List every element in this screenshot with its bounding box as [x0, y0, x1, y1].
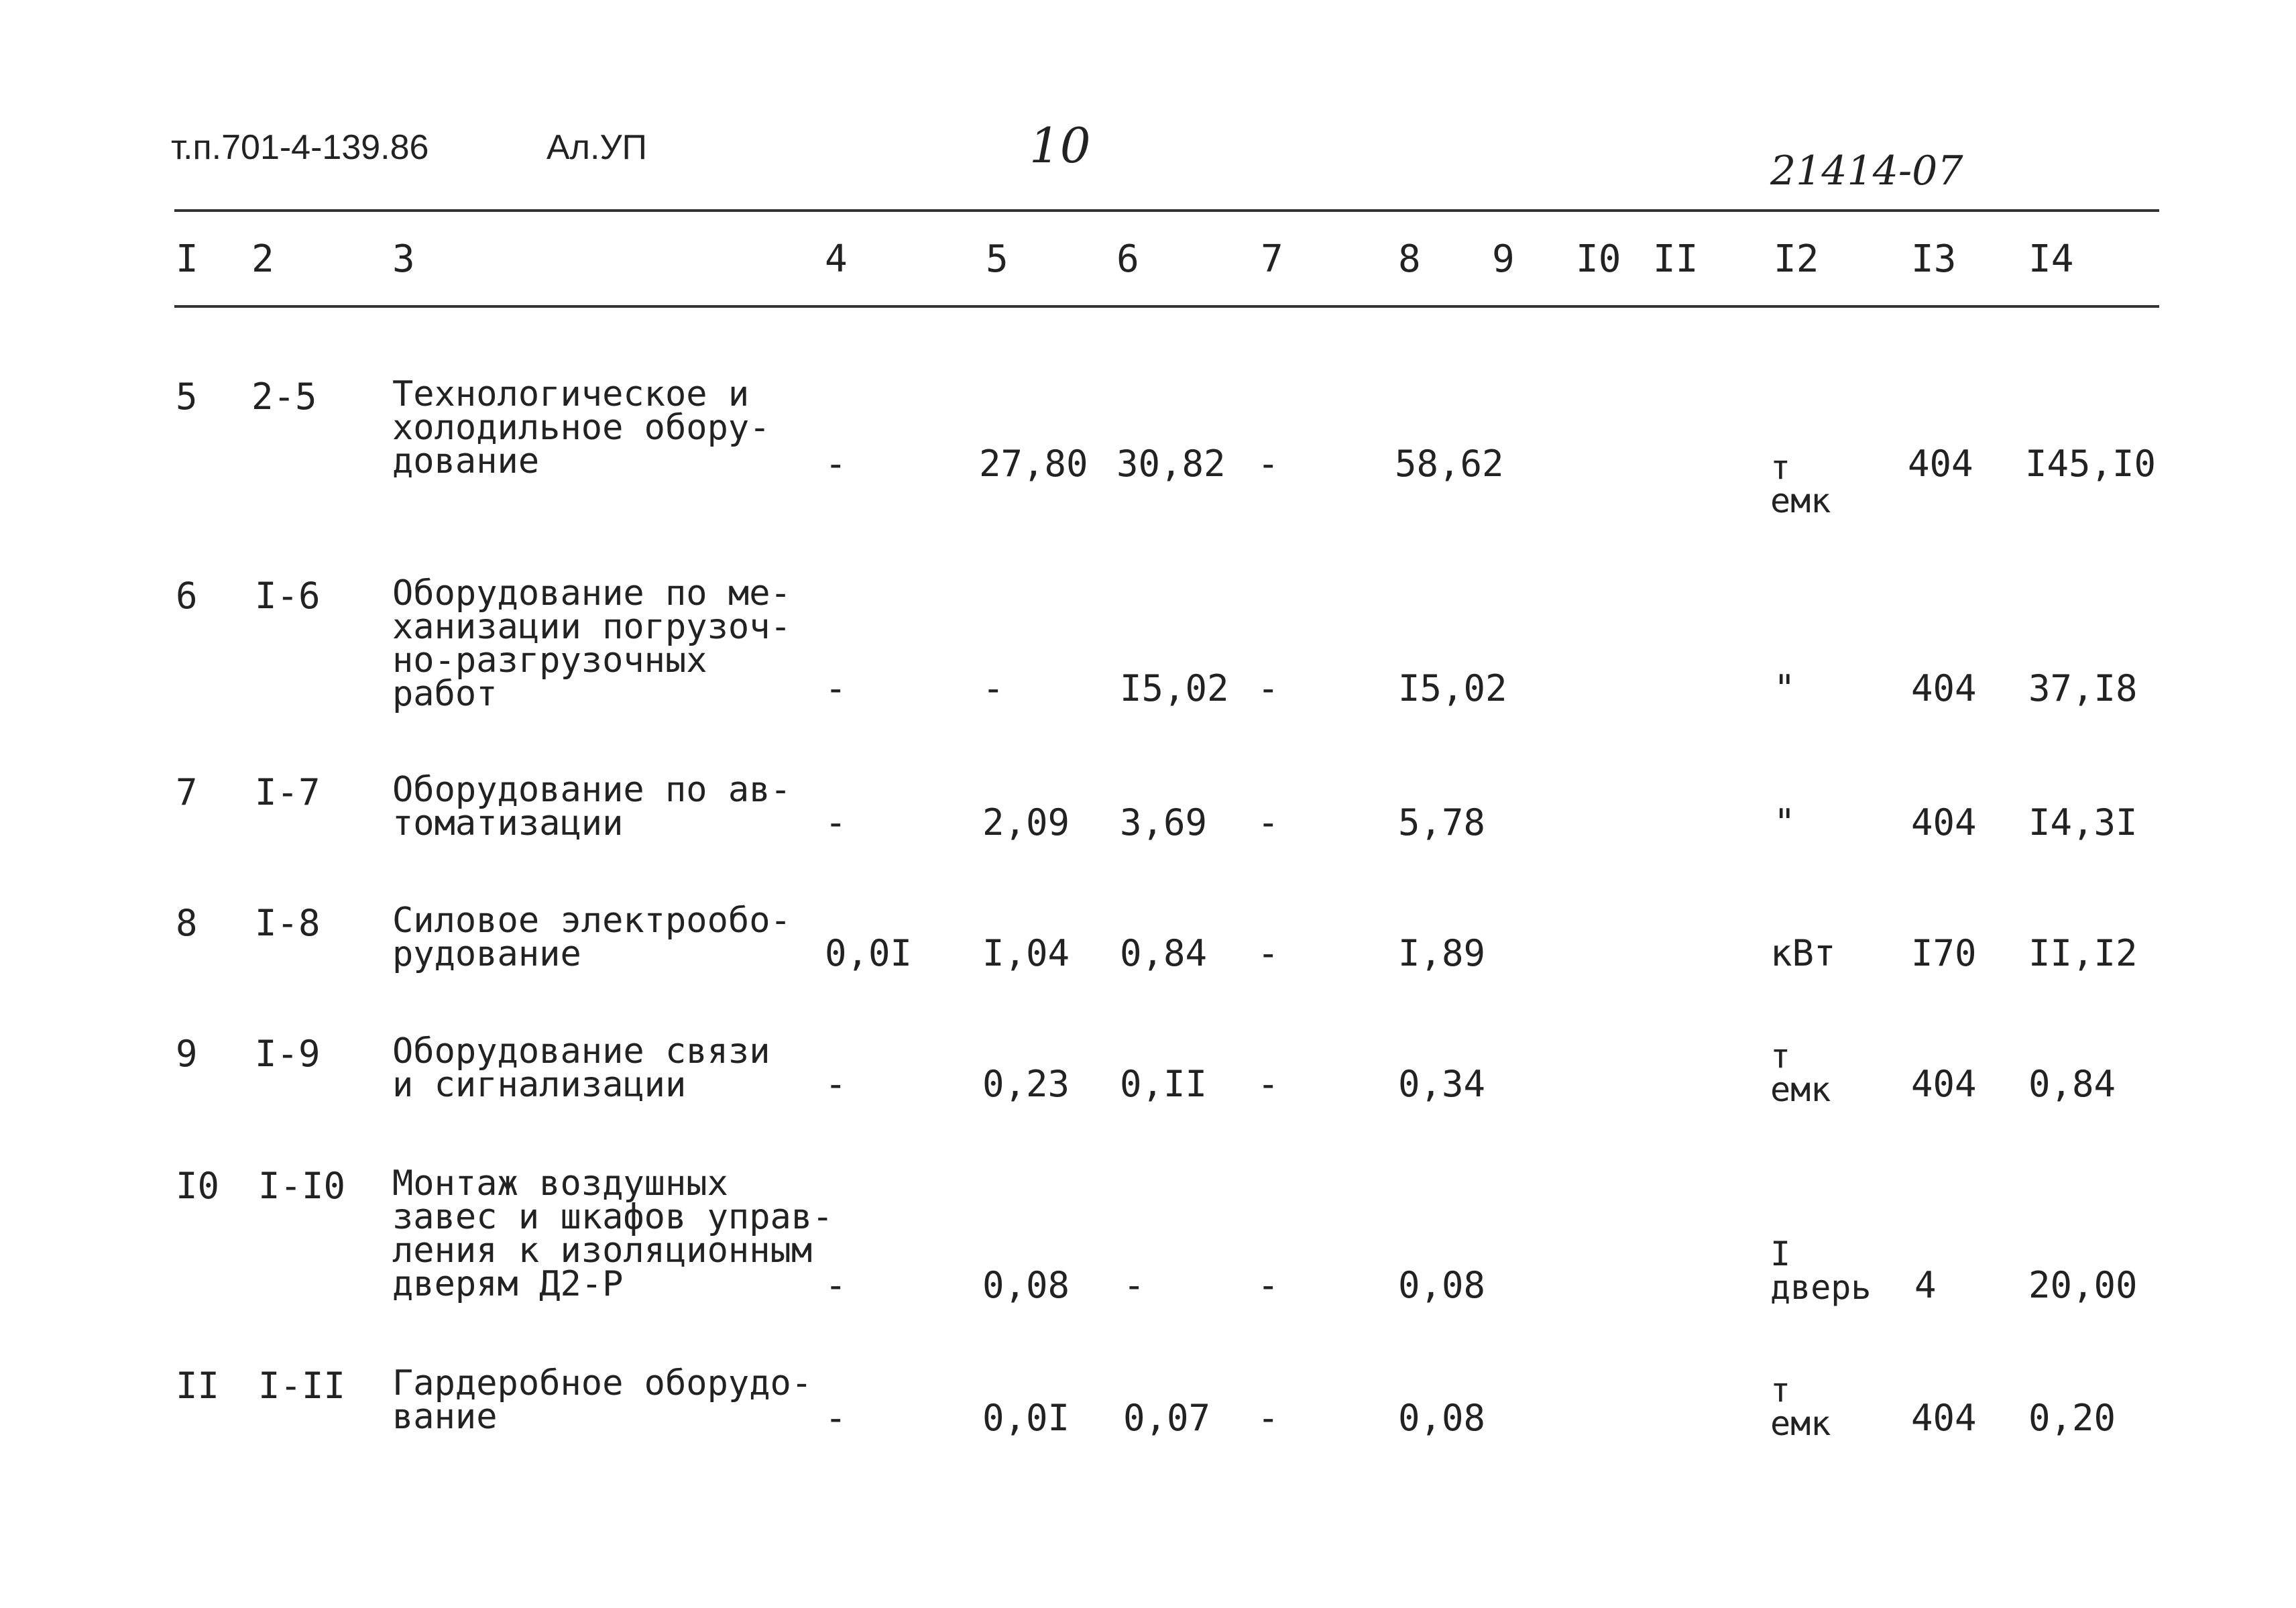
column-number: 9 — [1492, 237, 1515, 281]
cell-col6: 0,84 — [1120, 932, 1208, 974]
row-description: Оборудование по ме- ханизации погрузоч- но-разгрузочных работ — [392, 573, 791, 714]
stamp-number: 21414-07 — [1770, 148, 1963, 194]
row-number: II — [176, 1365, 220, 1407]
cell-col8: 0,34 — [1398, 1063, 1486, 1105]
cell-col8: 0,08 — [1398, 1397, 1486, 1439]
cell-col6: 30,82 — [1116, 443, 1226, 485]
row-description: Гардеробное оборудо- вание — [392, 1363, 813, 1437]
cell-col14: I4,3I — [2028, 801, 2138, 844]
album-number: Ал.УП — [547, 128, 647, 167]
column-number: I3 — [1911, 237, 1957, 281]
cell-col7: - — [1257, 443, 1279, 485]
cell-col5: - — [982, 667, 1005, 709]
cell-col7: - — [1257, 1264, 1279, 1306]
cell-col7: - — [1257, 1397, 1279, 1439]
cell-col14: I45,I0 — [2025, 443, 2157, 485]
cell-col6: - — [1123, 1264, 1145, 1306]
cell-col4: - — [825, 801, 847, 844]
column-number: 8 — [1398, 237, 1421, 281]
column-number: 3 — [392, 237, 415, 281]
page-number: 10 — [1029, 117, 1091, 174]
cell-col6: 3,69 — [1120, 801, 1208, 844]
cell-col7: - — [1257, 932, 1279, 974]
column-number: I0 — [1576, 237, 1621, 281]
row-number: 5 — [176, 376, 198, 418]
row-code: I-I0 — [258, 1165, 346, 1207]
cell-col13: 404 — [1911, 1397, 1977, 1439]
cell-col13: I70 — [1911, 932, 1977, 974]
cell-col8: 5,78 — [1398, 801, 1486, 844]
cell-col13: 404 — [1911, 667, 1977, 709]
header-bottom-rule — [174, 305, 2159, 308]
column-number: 4 — [825, 237, 848, 281]
column-number: 5 — [986, 237, 1009, 281]
row-code: I-6 — [255, 575, 321, 617]
cell-col14: 0,20 — [2028, 1397, 2116, 1439]
column-number: 7 — [1261, 237, 1283, 281]
column-number: 6 — [1116, 237, 1139, 281]
row-number: 9 — [176, 1033, 198, 1075]
row-code: 2-5 — [251, 376, 317, 418]
cell-col8: 58,62 — [1395, 443, 1504, 485]
cell-col8: I5,02 — [1398, 667, 1507, 709]
row-description: Силовое электрообо- рудование — [392, 901, 791, 974]
row-number: 7 — [176, 771, 198, 813]
row-code: I-9 — [255, 1033, 321, 1075]
cell-col4: - — [825, 1397, 847, 1439]
row-code: I-II — [258, 1365, 346, 1407]
cell-col7: - — [1257, 801, 1279, 844]
cell-col7: - — [1257, 667, 1279, 709]
row-code: I-8 — [255, 902, 321, 944]
cell-unit: т емк — [1770, 1371, 1831, 1443]
row-description: Технологическое и холодильное обору- дование — [392, 374, 770, 481]
cell-col7: - — [1257, 1063, 1279, 1105]
row-code: I-7 — [255, 771, 321, 813]
column-number: II — [1653, 237, 1699, 281]
cell-col14: 37,I8 — [2028, 667, 2138, 709]
cell-col6: I5,02 — [1120, 667, 1229, 709]
cell-col8: I,89 — [1398, 932, 1486, 974]
column-number: I2 — [1774, 237, 1819, 281]
cell-unit: I дверь — [1770, 1234, 1872, 1307]
cell-col13: 404 — [1911, 801, 1977, 844]
cell-col6: 0,II — [1120, 1063, 1208, 1105]
cell-col13: 4 — [1914, 1264, 1937, 1306]
cell-unit: " — [1774, 801, 1796, 844]
row-description: Оборудование связи и сигнализации — [392, 1031, 770, 1105]
cell-col5: 0,23 — [982, 1063, 1070, 1105]
cell-col5: 0,0I — [982, 1397, 1070, 1439]
row-description: Монтаж воздушных завес и шкафов управ- ления к изоляционным дверям Д2-Р — [392, 1163, 834, 1304]
cell-col13: 404 — [1911, 1063, 1977, 1105]
cell-unit: т емк — [1770, 448, 1831, 520]
cell-col14: II,I2 — [2028, 932, 2138, 974]
row-number: 6 — [176, 575, 198, 617]
cell-unit: " — [1774, 667, 1796, 709]
column-number: 2 — [251, 237, 274, 281]
cell-col5: 0,08 — [982, 1264, 1070, 1306]
top-rule — [174, 209, 2159, 212]
row-number: I0 — [176, 1165, 220, 1207]
cell-col8: 0,08 — [1398, 1264, 1486, 1306]
cell-col4: - — [825, 443, 847, 485]
cell-col5: 27,80 — [979, 443, 1088, 485]
row-number: 8 — [176, 902, 198, 944]
cell-unit: т емк — [1770, 1037, 1831, 1109]
document-code: т.п.701-4-139.86 — [171, 128, 429, 167]
cell-col4: 0,0I — [825, 932, 913, 974]
cell-unit: кВт — [1770, 932, 1836, 974]
cell-col6: 0,07 — [1123, 1397, 1211, 1439]
cell-col5: 2,09 — [982, 801, 1070, 844]
column-number: I4 — [2028, 237, 2074, 281]
cell-col14: 0,84 — [2028, 1063, 2116, 1105]
cell-col5: I,04 — [982, 932, 1070, 974]
column-number: I — [176, 237, 198, 281]
cell-col4: - — [825, 1063, 847, 1105]
cell-col14: 20,00 — [2028, 1264, 2138, 1306]
cell-col4: - — [825, 1264, 847, 1306]
cell-col4: - — [825, 667, 847, 709]
cell-col13: 404 — [1908, 443, 1973, 485]
row-description: Оборудование по ав- томатизации — [392, 770, 791, 844]
